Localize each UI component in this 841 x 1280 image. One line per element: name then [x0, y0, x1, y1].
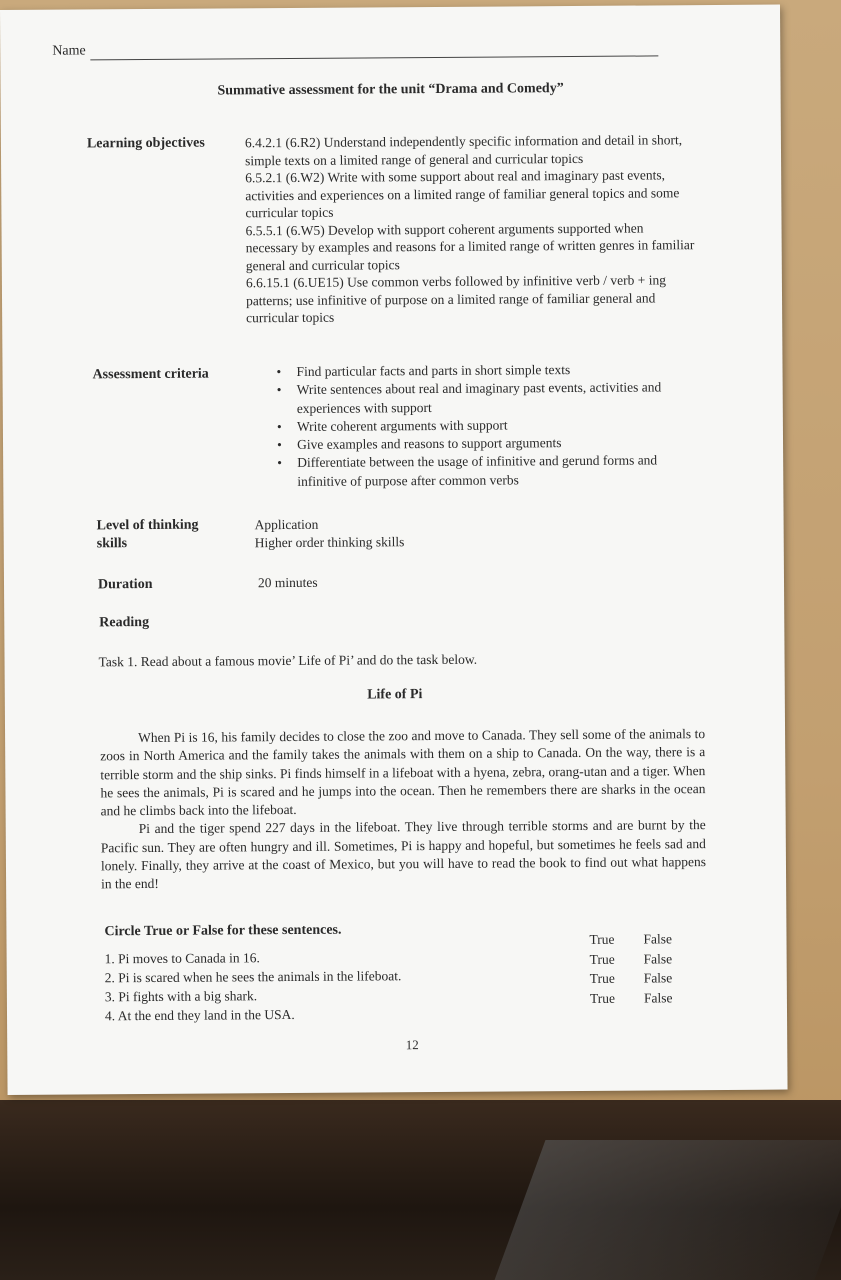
story-passage [100, 725, 706, 894]
false-column [643, 929, 672, 1007]
reading-heading: Reading [99, 614, 150, 631]
false-option[interactable]: False [643, 970, 673, 986]
criteria-item: • Write sentences about real and imaginary past events, activities and experiences with support [275, 378, 705, 418]
question-item: 1. Pi moves to Canada in 16. [104, 950, 260, 967]
page-title: Summative assessment for the unit “Drama and Comedy” [217, 81, 564, 99]
story-paragraph: Pi and the tiger spend 227 days in the lifeboat. They live through terrible storms and are burnt by the Pacific sun. They are often hungry and ill. Sometimes, Pi is happy and hopeful, but sometimes he feels sad and lonely. Finally, they arrive at the coast of Mexico, but you will have to read the book to find out what happens in the end! [100, 817, 707, 892]
false-option[interactable]: False [643, 931, 673, 947]
assessment-criteria-list [274, 360, 705, 491]
true-option[interactable]: True [589, 990, 615, 1006]
thinking-skills-value: Application Higher order thinking skills [254, 516, 405, 551]
true-option[interactable]: True [589, 951, 615, 967]
true-option[interactable]: True [589, 931, 615, 947]
criteria-item: • Write coherent arguments with support [275, 415, 705, 436]
name-field-line[interactable] [90, 55, 658, 60]
false-option[interactable]: False [643, 989, 673, 1006]
story-paragraph: When Pi is 16, his family decides to close the zoo and move to Canada. They sell some of the animals to zoos in North America and the family takes the animals with them on a ship to Canada. On the way, there is a terrible storm and the ship sinks. Pi finds himself in a lifeboat with a hyena, zebra, orang-utan and a tiger. When he sees the animals, Pi is scared and he jumps into the ocean. Then he remembers there are sharks in the ocean and he climbs back into the lifeboat. [100, 726, 706, 819]
name-label: Name [52, 43, 86, 59]
question-list [105, 946, 526, 1025]
assessment-criteria-label: Assessment criteria [92, 366, 209, 383]
worksheet-page [0, 5, 788, 1095]
learning-objectives-list [245, 131, 696, 327]
objective-item: 6.5.2.1 (6.W2) Write with some support about real and imaginary past events, activities and experiences on a limited range of familiar general topics and some curricular topics [245, 167, 680, 221]
task-instruction: Task 1. Read about a famous movie’ Life of Pi’ and do the task below. [98, 651, 478, 670]
table-surface [0, 1100, 841, 1280]
question-item: 3. Pi fights with a big shark. [104, 988, 258, 1005]
table-reflection [495, 1140, 841, 1280]
duration-label: Duration [97, 576, 153, 593]
false-option[interactable]: False [643, 950, 673, 967]
criteria-item: • Differentiate between the usage of infinitive and gerund forms and infinitive of purpose after common verbs [275, 452, 705, 492]
objective-item: 6.6.15.1 (6.UE15) Use common verbs followed by infinitive verb / verb + ing patterns; use infinitive of purpose on a limited range of familiar general and curricular topics [245, 272, 666, 326]
thinking-skills-label: Level of thinking skills [96, 517, 199, 552]
question-item: 4. At the end they land in the USA. [104, 1006, 295, 1024]
duration-value: 20 minutes [257, 574, 318, 591]
story-title: Life of Pi [367, 687, 423, 703]
quiz-instruction: Circle True or False for these sentences. [104, 922, 342, 940]
true-column [589, 930, 615, 1008]
page-number: 12 [405, 1037, 419, 1053]
question-item: 2. Pi is scared when he sees the animals in the lifeboat. [104, 968, 402, 986]
objective-item: 6.4.2.1 (6.R2) Understand independently specific information and detail in short, simple texts on a limited range of general and curricular topics [244, 132, 683, 168]
learning-objectives-label: Learning objectives [86, 135, 205, 152]
criteria-item: • Give examples and reasons to support arguments [275, 433, 705, 454]
true-option[interactable]: True [589, 970, 615, 986]
objective-item: 6.5.5.1 (6.W5) Develop with support coherent arguments supported when necessary by examples and reasons for a limited range of written genres in familiar general and curricular topics [245, 220, 695, 273]
criteria-item: • Find particular facts and parts in short simple texts [274, 360, 704, 381]
